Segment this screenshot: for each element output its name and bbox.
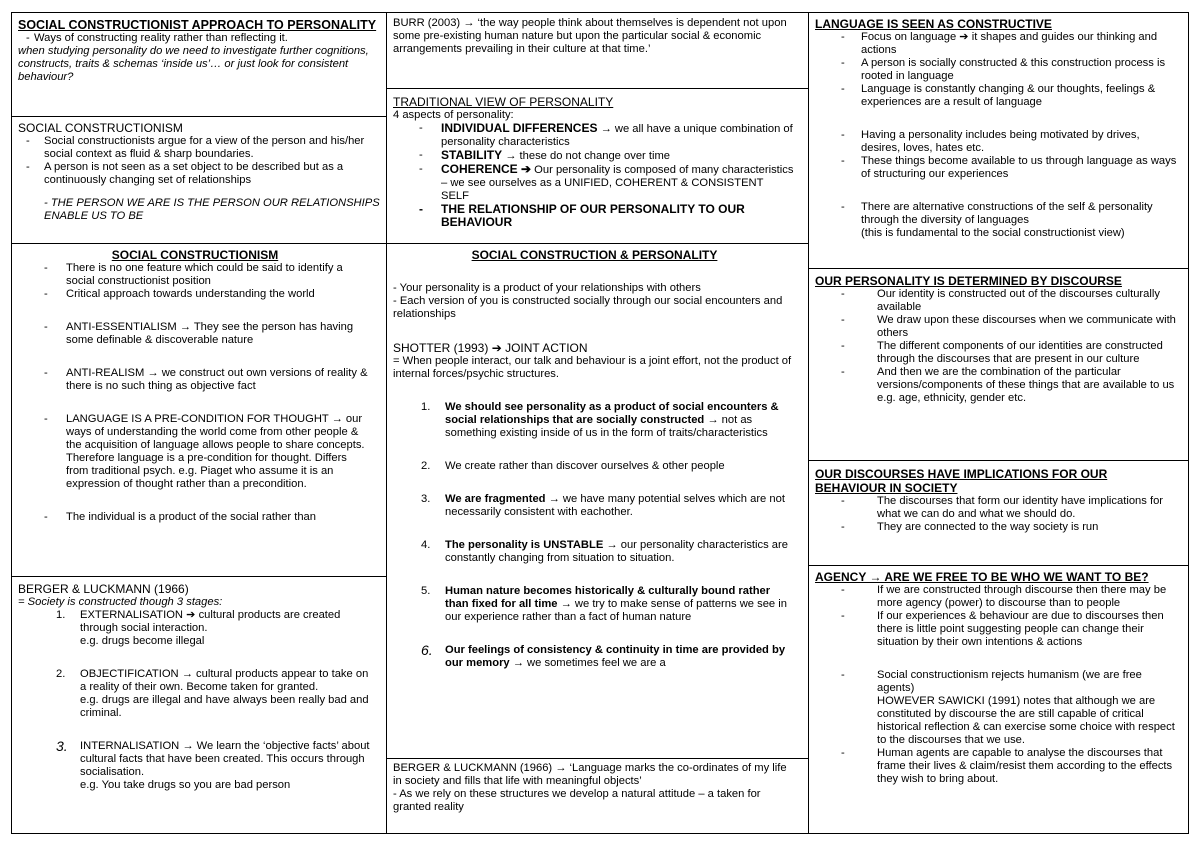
- language-box: [809, 13, 1188, 268]
- trad-subtitle: 4 aspects of personality:: [393, 109, 514, 121]
- traditional-view-box: [387, 89, 808, 243]
- lang-title: LANGUAGE IS SEEN AS CONSTRUCTIVE: [815, 17, 1052, 31]
- agency-bullet: - Human agents are capable to analyse the discourses that frame their lives & claim/resist them according to the effects they wish to bring about.: [815, 747, 1178, 786]
- lang-bullet: - There are alternative constructions of the self & personality through the diversity of languages (this is fundamental to the social constructionist view): [815, 201, 1178, 240]
- scp-line: - Your personality is a product of your relationships with others: [393, 282, 701, 294]
- shotter-heading: SHOTTER (1993) ➔ JOINT ACTION: [393, 341, 588, 355]
- scp-title: SOCIAL CONSTRUCTION & PERSONALITY: [471, 248, 718, 262]
- berger-title: BERGER & LUCKMANN (1966): [18, 582, 189, 596]
- intro-question: when studying personality do we need to investigate further cognitions, constructs, traits & schemas ‘inside us’… or just look for consistent behaviour?: [18, 45, 369, 83]
- sc1-bullet: - Social constructionists argue for a view of the person and his/her social context as fluid & sharp boundaries.: [18, 135, 381, 161]
- scp-point: 6. Our feelings of consistency & continuity in time are provided by our memory → we sometimes feel we are a: [421, 642, 786, 669]
- scp-point: 4. The personality is UNSTABLE → our personality characteristics are constantly changing from situation to situation.: [421, 539, 788, 564]
- disc-title: OUR PERSONALITY IS DETERMINED BY DISCOURSE: [815, 274, 1122, 288]
- berger-note: - As we rely on these structures we develop a natural attitude – a taken for granted reality: [393, 788, 761, 813]
- sc2-bullet: - ANTI-REALISM → we construct out own versions of reality & there is no such thing as objective fact: [18, 367, 372, 393]
- trad-aspect: - STABILITY → these do not change over time: [393, 149, 794, 163]
- social-construction-personality-box: [387, 244, 808, 758]
- intro-line: - Ways of constructing reality rather than reflecting it.: [18, 32, 381, 45]
- lang-bullet: - Focus on language ➔ it shapes and guides our thinking and actions: [815, 31, 1178, 57]
- social-constructionism-box-1: [12, 117, 386, 243]
- trad-aspect: - COHERENCE ➔ Our personality is composed of many characteristics – we see ourselves as a UNIFIED, COHERENT & CONSISTENT SELF: [393, 163, 794, 203]
- lang-bullet: - Having a personality includes being motivated by drives, desires, loves, hates etc.: [815, 129, 1178, 155]
- agency-title: AGENCY → ARE WE FREE TO BE WHO WE WANT TO BE?: [815, 570, 1149, 584]
- intro-box: [12, 13, 386, 116]
- disc-bullet: - And then we are the combination of the particular versions/components of these things that are available to us e.g. age, ethnicity, gender etc.: [815, 366, 1178, 405]
- intro-title: SOCIAL CONSTRUCTIONIST APPROACH TO PERSONALITY: [18, 18, 377, 32]
- stage-2: 2. OBJECTIFICATION → cultural products appear to take on a reality of their own. Become taken for granted. e.g. drugs are illegal and have always been really bad and criminal.: [56, 668, 369, 719]
- agency-box: [809, 566, 1188, 833]
- sc2-bullet: - LANGUAGE IS A PRE-CONDITION FOR THOUGHT → our ways of understanding the world come from other people & the acquisition of language allows people to share concepts. Therefore language is a pre-condition for thought. Differs from traditional psych. e.g. Piaget who assume it is an expression of thought rather than a precondition.: [18, 413, 372, 491]
- lang-bullet: - A person is socially constructed & this construction process is rooted in language: [815, 57, 1178, 83]
- sc1-title: SOCIAL CONSTRUCTIONISM: [18, 121, 183, 135]
- sc2-title: SOCIAL CONSTRUCTIONISM: [111, 248, 279, 262]
- trad-aspect: - THE RELATIONSHIP OF OUR PERSONALITY TO OUR BEHAVIOUR: [393, 203, 794, 229]
- discourse-box: [809, 269, 1188, 460]
- disc-bullet: - The different components of our identities are constructed through the discourses that are present in our culture: [815, 340, 1178, 366]
- scp-point: 5. Human nature becomes historically & culturally bound rather than fixed for all time → we try to make sense of patterns we see in our experience rather than a fact of human nature: [421, 585, 787, 623]
- shotter-definition: = When people interact, our talk and behaviour is a joint effort, not the product of internal forces/psychic structures.: [393, 355, 792, 380]
- sc2-bullet: - Critical approach towards understanding the world: [18, 288, 372, 301]
- berger-quote: BERGER & LUCKMANN (1966) → ‘Language marks the co-ordinates of my life in society and fills that life with meaningful objects’: [393, 762, 787, 787]
- berger-luckmann-box: [12, 577, 386, 833]
- trad-title: TRADITIONAL VIEW OF PERSONALITY: [393, 95, 614, 109]
- sc1-statement: - THE PERSON WE ARE IS THE PERSON OUR RELATIONSHIPS ENABLE US TO BE: [44, 197, 380, 222]
- disc-bullet: - We draw upon these discourses when we communicate with others: [815, 314, 1178, 340]
- implications-box: [809, 461, 1188, 565]
- impl-bullet: - The discourses that form our identity have implications for what we can do and what we should do.: [815, 495, 1178, 521]
- stage-3: 3. INTERNALISATION → We learn the ‘objective facts’ about cultural facts that have been created. This occurs through socialisation. e.g. You take drugs so you are bad person: [56, 738, 370, 791]
- sc1-bullet: - A person is not seen as a set object to be described but as a continuously changing set of relationships: [18, 161, 381, 187]
- berger-luckmann-quote-box: [387, 759, 808, 833]
- impl-title: OUR DISCOURSES HAVE IMPLICATIONS FOR OUR BEHAVIOUR IN SOCIETY: [815, 467, 1108, 495]
- social-constructionism-box-2: [12, 244, 386, 576]
- scp-point: 2. We create rather than discover ourselves & other people: [421, 460, 725, 472]
- scp-point: 3. We are fragmented → we have many potential selves which are not necessarily consistent with eachother.: [421, 493, 785, 518]
- burr-box: [387, 13, 808, 88]
- impl-bullet: - They are connected to the way society is run: [815, 521, 1178, 534]
- lang-bullet: - Language is constantly changing & our thoughts, feelings & experiences are a result of language: [815, 83, 1178, 109]
- agency-bullet: - If we are constructed through discourse then there may be more agency (power) to discourse than to people: [815, 584, 1178, 610]
- trad-aspect: - INDIVIDUAL DIFFERENCES → we all have a unique combination of personality characteristics: [393, 122, 794, 149]
- sc2-bullet: - There is no one feature which could be said to identify a social constructionist position: [18, 262, 372, 288]
- stage-1: 1. EXTERNALISATION ➔ cultural products are created through social interaction. e.g. drugs become illegal: [56, 609, 341, 647]
- berger-subtitle: = Society is constructed though 3 stages:: [18, 596, 223, 608]
- sc2-bullet: - ANTI-ESSENTIALISM → They see the person has having some definable & discoverable nature: [18, 321, 372, 347]
- agency-bullet: - If our experiences & behaviour are due to discourses then there is little point suggesting people can change their situation by their own intentions & actions: [815, 610, 1178, 649]
- scp-point: 1. We should see personality as a product of social encounters & social relationships that are socially constructed → not as something existing inside of us in the form of traits/characteristics: [421, 401, 779, 439]
- disc-bullet: - Our identity is constructed out of the discourses culturally available: [815, 288, 1178, 314]
- sc2-bullet: - The individual is a product of the social rather than: [18, 511, 372, 524]
- burr-quote: BURR (2003) → ‘the way people think about themselves is dependent not upon some pre-existing human nature but upon the particular social & economic arrangements prevailing in their culture at that time.’: [393, 17, 787, 55]
- lang-bullet: - These things become available to us through language as ways of structuring our experiences: [815, 155, 1178, 181]
- agency-bullet: - Social constructionism rejects humanism (we are free agents) HOWEVER SAWICKI (1991) notes that although we are constituted by discourse the are still capable of critical historical reflection & can exercise some choice with respect to the discourses that we use.: [815, 669, 1178, 747]
- scp-line: - Each version of you is constructed socially through our social encounters and relationships: [393, 295, 783, 320]
